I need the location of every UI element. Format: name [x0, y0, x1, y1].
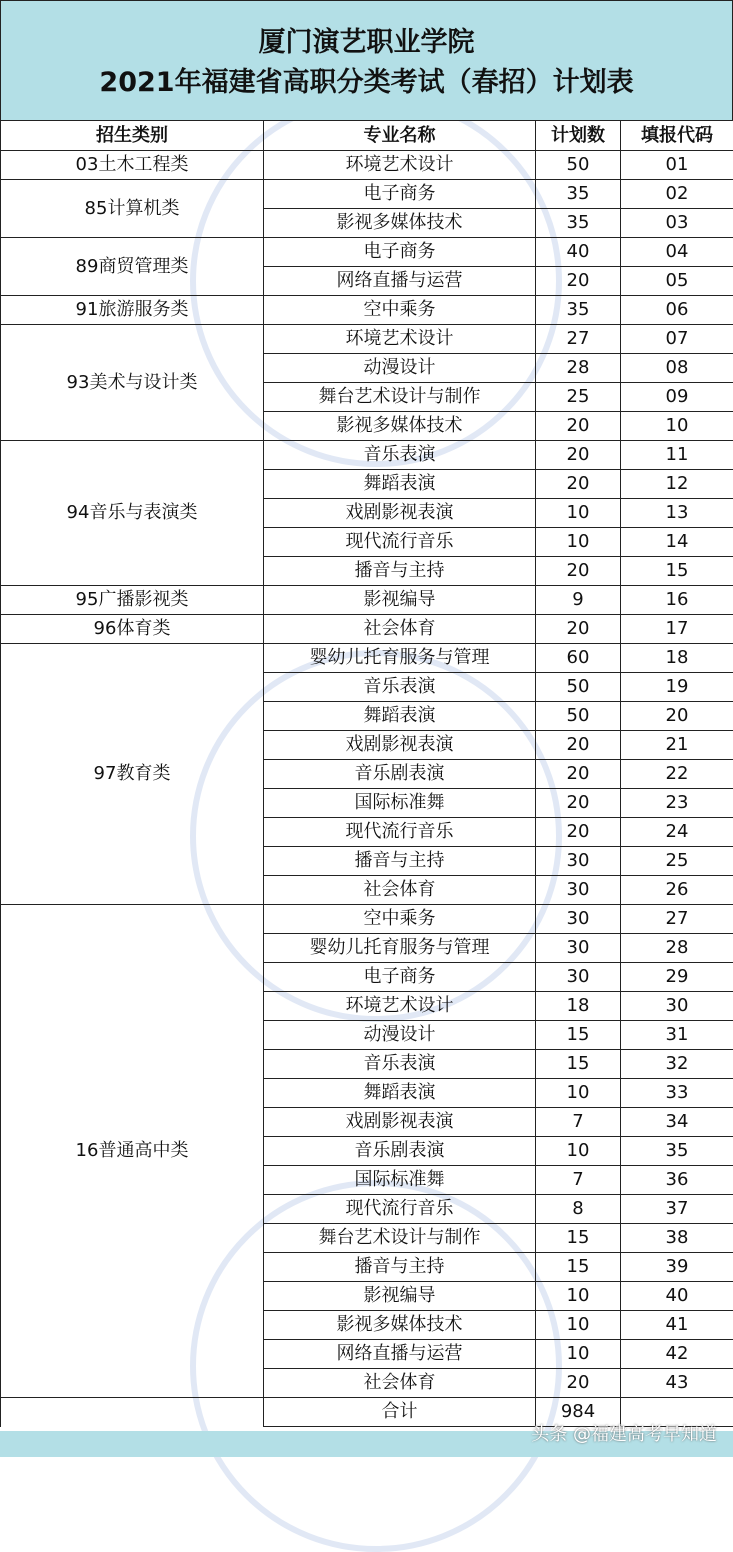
category-cell: 89商贸管理类 [1, 238, 264, 296]
plan-count-cell: 15 [536, 1021, 621, 1050]
code-cell: 32 [621, 1050, 733, 1079]
major-cell: 播音与主持 [264, 557, 536, 586]
plan-count-cell: 15 [536, 1050, 621, 1079]
code-cell: 27 [621, 905, 733, 934]
major-cell: 婴幼儿托育服务与管理 [264, 644, 536, 673]
major-cell: 戏剧影视表演 [264, 731, 536, 760]
code-cell: 30 [621, 992, 733, 1021]
plan-count-cell: 30 [536, 876, 621, 905]
category-cell: 96体育类 [1, 615, 264, 644]
plan-count-cell: 10 [536, 1079, 621, 1108]
major-cell: 婴幼儿托育服务与管理 [264, 934, 536, 963]
code-cell: 13 [621, 499, 733, 528]
header-code: 填报代码 [621, 121, 733, 151]
table-row [1, 441, 733, 470]
plan-count-cell: 30 [536, 934, 621, 963]
major-cell: 国际标准舞 [264, 789, 536, 818]
code-cell: 16 [621, 586, 733, 615]
code-cell: 38 [621, 1224, 733, 1253]
title-banner [0, 0, 733, 120]
code-cell: 23 [621, 789, 733, 818]
major-cell: 国际标准舞 [264, 1166, 536, 1195]
major-cell: 影视多媒体技术 [264, 412, 536, 441]
plan-count-cell: 28 [536, 354, 621, 383]
plan-count-cell: 35 [536, 296, 621, 325]
plan-count-cell: 60 [536, 644, 621, 673]
plan-count-cell: 20 [536, 267, 621, 296]
code-cell: 01 [621, 151, 733, 180]
code-cell: 15 [621, 557, 733, 586]
plan-count-cell: 18 [536, 992, 621, 1021]
category-cell: 95广播影视类 [1, 586, 264, 615]
major-cell: 音乐剧表演 [264, 1137, 536, 1166]
plan-count-cell: 8 [536, 1195, 621, 1224]
plan-count-cell: 20 [536, 441, 621, 470]
table-row [1, 644, 733, 673]
major-cell: 影视编导 [264, 1282, 536, 1311]
major-cell: 舞蹈表演 [264, 702, 536, 731]
major-cell: 环境艺术设计 [264, 325, 536, 354]
plan-count-cell: 30 [536, 905, 621, 934]
plan-count-cell: 50 [536, 151, 621, 180]
plan-count-cell: 35 [536, 209, 621, 238]
major-cell: 现代流行音乐 [264, 528, 536, 557]
table-row [1, 586, 733, 615]
category-cell: 94音乐与表演类 [1, 441, 264, 586]
major-cell: 舞台艺术设计与制作 [264, 383, 536, 412]
plan-count-cell: 20 [536, 731, 621, 760]
major-cell: 戏剧影视表演 [264, 499, 536, 528]
major-cell: 动漫设计 [264, 1021, 536, 1050]
major-cell: 现代流行音乐 [264, 1195, 536, 1224]
code-cell: 04 [621, 238, 733, 267]
major-cell: 网络直播与运营 [264, 1340, 536, 1369]
code-cell: 09 [621, 383, 733, 412]
code-cell: 31 [621, 1021, 733, 1050]
code-cell: 40 [621, 1282, 733, 1311]
code-cell: 14 [621, 528, 733, 557]
plan-count-cell: 10 [536, 1311, 621, 1340]
plan-count-cell: 30 [536, 963, 621, 992]
code-cell: 17 [621, 615, 733, 644]
code-cell: 37 [621, 1195, 733, 1224]
major-cell: 电子商务 [264, 963, 536, 992]
plan-count-cell: 50 [536, 702, 621, 731]
total-value: 984 [536, 1398, 621, 1427]
code-cell: 02 [621, 180, 733, 209]
category-cell: 91旅游服务类 [1, 296, 264, 325]
code-cell: 19 [621, 673, 733, 702]
plan-count-cell: 20 [536, 1369, 621, 1398]
empty-cell [1, 1398, 264, 1427]
code-cell: 34 [621, 1108, 733, 1137]
major-cell: 影视编导 [264, 586, 536, 615]
major-cell: 电子商务 [264, 238, 536, 267]
plan-count-cell: 9 [536, 586, 621, 615]
plan-count-cell: 40 [536, 238, 621, 267]
major-cell: 环境艺术设计 [264, 992, 536, 1021]
plan-count-cell: 20 [536, 789, 621, 818]
code-cell: 41 [621, 1311, 733, 1340]
major-cell: 影视多媒体技术 [264, 1311, 536, 1340]
major-cell: 播音与主持 [264, 1253, 536, 1282]
plan-count-cell: 30 [536, 847, 621, 876]
plan-count-cell: 7 [536, 1108, 621, 1137]
code-cell: 29 [621, 963, 733, 992]
school-name: 厦门演艺职业学院 [1, 23, 732, 63]
plan-count-cell: 20 [536, 760, 621, 789]
plan-count-cell: 20 [536, 470, 621, 499]
code-cell: 42 [621, 1340, 733, 1369]
code-cell: 11 [621, 441, 733, 470]
code-cell: 10 [621, 412, 733, 441]
plan-count-cell: 10 [536, 1282, 621, 1311]
major-cell: 播音与主持 [264, 847, 536, 876]
header-plan-count: 计划数 [536, 121, 621, 151]
major-cell: 音乐表演 [264, 1050, 536, 1079]
code-cell: 08 [621, 354, 733, 383]
code-cell: 39 [621, 1253, 733, 1282]
code-cell: 12 [621, 470, 733, 499]
code-cell: 06 [621, 296, 733, 325]
code-cell: 22 [621, 760, 733, 789]
major-cell: 空中乘务 [264, 296, 536, 325]
plan-count-cell: 10 [536, 528, 621, 557]
major-cell: 社会体育 [264, 876, 536, 905]
code-cell: 43 [621, 1369, 733, 1398]
major-cell: 电子商务 [264, 180, 536, 209]
major-cell: 戏剧影视表演 [264, 1108, 536, 1137]
major-cell: 舞蹈表演 [264, 1079, 536, 1108]
category-cell: 85计算机类 [1, 180, 264, 238]
code-cell: 28 [621, 934, 733, 963]
major-cell: 音乐表演 [264, 441, 536, 470]
category-cell: 03土木工程类 [1, 151, 264, 180]
major-cell: 舞蹈表演 [264, 470, 536, 499]
major-cell: 动漫设计 [264, 354, 536, 383]
plan-count-cell: 15 [536, 1224, 621, 1253]
plan-count-cell: 10 [536, 499, 621, 528]
table-row [1, 325, 733, 354]
plan-count-cell: 7 [536, 1166, 621, 1195]
code-cell: 18 [621, 644, 733, 673]
table-title: 2021年福建省高职分类考试（春招）计划表 [1, 63, 732, 103]
code-cell: 36 [621, 1166, 733, 1195]
code-cell: 05 [621, 267, 733, 296]
plan-count-cell: 20 [536, 412, 621, 441]
table-row [1, 905, 733, 934]
code-cell: 24 [621, 818, 733, 847]
plan-count-cell: 20 [536, 615, 621, 644]
code-cell: 25 [621, 847, 733, 876]
major-cell: 网络直播与运营 [264, 267, 536, 296]
major-cell: 音乐表演 [264, 673, 536, 702]
major-cell: 现代流行音乐 [264, 818, 536, 847]
total-label: 合计 [264, 1398, 536, 1427]
plan-count-cell: 15 [536, 1253, 621, 1282]
code-cell: 33 [621, 1079, 733, 1108]
category-cell: 97教育类 [1, 644, 264, 905]
header-category: 招生类别 [1, 121, 264, 151]
table-row [1, 180, 733, 209]
code-cell: 07 [621, 325, 733, 354]
major-cell: 空中乘务 [264, 905, 536, 934]
table-row [1, 615, 733, 644]
code-cell: 03 [621, 209, 733, 238]
plan-count-cell: 50 [536, 673, 621, 702]
plan-count-cell: 10 [536, 1340, 621, 1369]
code-cell: 21 [621, 731, 733, 760]
major-cell: 音乐剧表演 [264, 760, 536, 789]
major-cell: 社会体育 [264, 615, 536, 644]
table-row [1, 238, 733, 267]
table-row [1, 151, 733, 180]
header-major: 专业名称 [264, 121, 536, 151]
code-cell: 26 [621, 876, 733, 905]
major-cell: 社会体育 [264, 1369, 536, 1398]
category-cell: 93美术与设计类 [1, 325, 264, 441]
table-row [1, 296, 733, 325]
header-row [1, 121, 733, 151]
major-cell: 舞台艺术设计与制作 [264, 1224, 536, 1253]
plan-count-cell: 20 [536, 557, 621, 586]
watermark-text: 头条 @福建高考早知道 [531, 1420, 717, 1446]
plan-table [0, 120, 733, 1427]
code-cell: 35 [621, 1137, 733, 1166]
category-cell: 16普通高中类 [1, 905, 264, 1398]
plan-count-cell: 10 [536, 1137, 621, 1166]
code-cell: 20 [621, 702, 733, 731]
plan-count-cell: 25 [536, 383, 621, 412]
plan-count-cell: 27 [536, 325, 621, 354]
major-cell: 环境艺术设计 [264, 151, 536, 180]
major-cell: 影视多媒体技术 [264, 209, 536, 238]
plan-count-cell: 35 [536, 180, 621, 209]
plan-count-cell: 20 [536, 818, 621, 847]
